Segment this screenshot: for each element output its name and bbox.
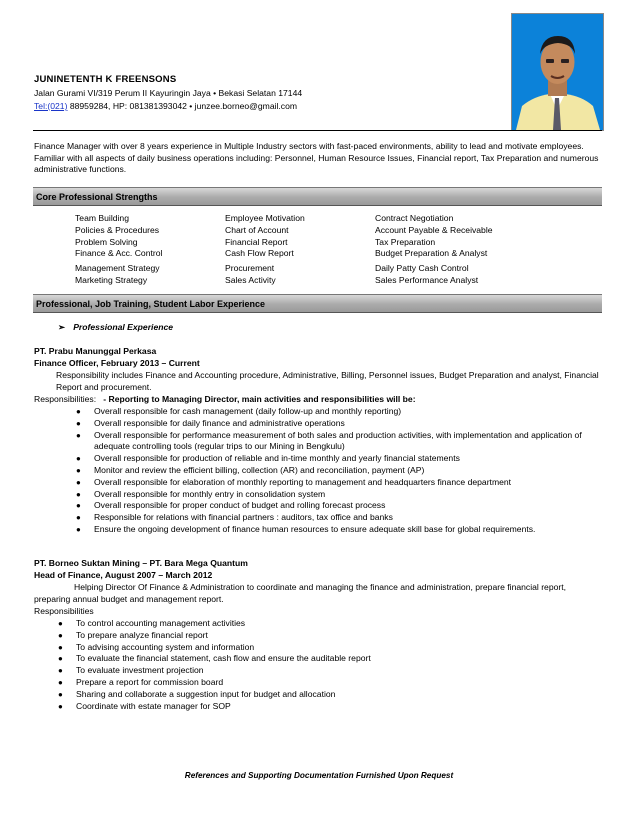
resp-label: Responsibilities:: [34, 394, 97, 404]
skill-item: Financial Report: [225, 236, 288, 247]
skill-item: Sales Performance Analyst: [375, 274, 479, 285]
list-item: ● Coordinate with estate manager for SOP: [58, 700, 231, 711]
job1-title: Finance Officer, February 2013 – Current: [34, 358, 200, 368]
skill-item: Sales Activity: [225, 274, 276, 285]
bullet-icon: ●: [76, 513, 81, 523]
job2-bullets: [58, 618, 596, 712]
list-item: ● Monitor and review the efficient billing, collection (AR) and reconciliation, payment (AP): [76, 464, 425, 475]
list-item: ● Overall responsible for proper conduct of budget and rolling forecast process: [76, 500, 386, 511]
bullet-icon: ●: [58, 630, 63, 640]
bullet-icon: ●: [76, 477, 81, 487]
list-item: ● Overall responsible for daily finance and administrative operations: [76, 417, 345, 428]
skill-item: Procurement: [225, 263, 275, 274]
skill-item: Management Strategy: [75, 263, 160, 274]
bullet-icon: ●: [58, 654, 63, 664]
job1-bullets: [76, 406, 604, 536]
list-item-continued: adequate controlling tools (regular trips to our Mining in Bengkulu): [94, 441, 345, 452]
bullet-icon: ●: [76, 501, 81, 511]
bullet-icon: ●: [76, 465, 81, 475]
skill-item: Policies & Procedures: [75, 224, 160, 235]
skill-item: Chart of Account: [225, 224, 289, 235]
summary-paragraph: Finance Manager with over 8 years experience in Multiple Industry sectors with fast-paced environments, ability to lead and motivate employees. Familiar with all aspects of daily business operations including: Personnel, Human Resource Issues, Financial report, Tax Preparation and numerous administrative functions.: [34, 141, 599, 175]
bullet-icon: ●: [76, 489, 81, 499]
section-experience: Professional, Job Training, Student Labor Experience: [33, 294, 602, 313]
portrait-icon: [512, 14, 603, 130]
skills-column-3: [375, 213, 525, 287]
list-item: ● Overall responsible for cash management (daily follow-up and monthly reporting): [76, 406, 402, 416]
skill-item: Tax Preparation: [375, 236, 436, 247]
skill-item: Team Building: [75, 213, 129, 223]
skill-item: Finance & Acc. Control: [75, 248, 163, 259]
contact-details: 88959284, HP: 081381393042 • junzee.borneo@gmail.com: [67, 101, 298, 111]
list-item: ● To prepare analyze financial report: [58, 629, 208, 640]
skill-item: Employee Motivation: [225, 213, 305, 223]
list-item: ● To evaluate the financial statement, cash flow and ensure the auditable report: [58, 653, 371, 664]
skill-item: Daily Patty Cash Control: [375, 263, 469, 274]
section-core-strengths: Core Professional Strengths: [33, 187, 602, 206]
resp-reporting: - Reporting to Managing Director, main activities and responsibilities will be:: [103, 394, 416, 404]
skill-item: Account Payable & Receivable: [375, 224, 493, 235]
bullet-icon: ●: [58, 677, 63, 687]
bullet-icon: ●: [58, 689, 63, 699]
list-item: ● Ensure the ongoing development of finance human resources to ensure adequate skill base for global requirements.: [76, 523, 536, 534]
skills-column-1: [75, 213, 225, 287]
skills-column-2: [225, 213, 375, 287]
job2-company: PT. Borneo Suktan Mining – PT. Bara Mega Quantum: [34, 558, 248, 568]
skill-item: Cash Flow Report: [225, 248, 294, 259]
bullet-icon: ●: [58, 701, 63, 711]
contact-line: [34, 101, 297, 111]
list-item: ● To evaluate investment projection: [58, 665, 204, 676]
list-item: ● Overall responsible for production of reliable and in-time monthly and yearly financial statements: [76, 453, 460, 464]
skill-item: Problem Solving: [75, 236, 138, 247]
bullet-icon: ●: [76, 418, 81, 428]
list-item: ● To control accounting management activities: [58, 618, 246, 628]
bullet-icon: ●: [76, 407, 81, 416]
list-item: ● To advising accounting system and information: [58, 641, 255, 652]
bullet-icon: ●: [76, 430, 81, 440]
job2-resp-label: Responsibilities: [34, 606, 94, 616]
list-item: ● Overall responsible for elaboration of monthly reporting to management and headquarters finance department: [76, 476, 512, 487]
arrow-bullet-icon: ➢: [58, 322, 66, 332]
bullet-icon: ●: [76, 524, 81, 534]
job2-desc-line1: Helping Director Of Finance & Administration to coordinate and managing the finance and administration, prepare financial report,: [74, 582, 567, 592]
bullet-icon: ●: [58, 642, 63, 652]
list-item: ● Prepare a report for commission board: [58, 676, 224, 687]
skill-item: Contract Negotiation: [375, 213, 454, 223]
job1-resp-line1: Responsibility includes Finance and Accounting procedure, Administrative, Billing, Personnel issues, Budget Preparation and analyst, Financial: [56, 370, 599, 380]
tel-link[interactable]: Tel:(021): [34, 101, 68, 111]
skill-item: Marketing Strategy: [75, 274, 148, 285]
list-item: ● Overall responsible for performance measurement of both sales and production activities, with implementation and application of: [76, 429, 582, 440]
bullet-icon: ●: [58, 666, 63, 676]
job1-company: PT. Prabu Manunggal Perkasa: [34, 346, 157, 356]
experience-heading: [58, 322, 173, 333]
list-item: ● Sharing and collaborate a suggestion input for budget and allocation: [58, 688, 336, 699]
list-item: ● Overall responsible for monthly entry in consolidation system: [76, 488, 326, 499]
job2-desc-line2: preparing annual budget and management report.: [34, 594, 224, 604]
list-item: ● Responsible for relations with financial partners : auditors, tax office and banks: [76, 512, 393, 523]
header-rule: [33, 130, 602, 131]
skill-item: Budget Preparation & Analyst: [375, 248, 488, 259]
job1-resp-line2: Report and procurement.: [56, 382, 152, 392]
footer-note: References and Supporting Documentation Furnished Upon Request: [184, 771, 454, 780]
job1-resp-label: [34, 394, 416, 404]
bullet-icon: ●: [76, 454, 81, 464]
profile-photo: [511, 13, 604, 131]
bullet-icon: ●: [58, 619, 63, 628]
job2-title: Head of Finance, August 2007 – March 2012: [34, 570, 213, 580]
candidate-name: JUNINETENTH K FREENSONS: [34, 74, 177, 85]
experience-heading-text: Professional Experience: [73, 322, 174, 332]
address: Jalan Gurami VI/319 Perum II Kayuringin Jaya • Bekasi Selatan 17144: [34, 88, 303, 98]
